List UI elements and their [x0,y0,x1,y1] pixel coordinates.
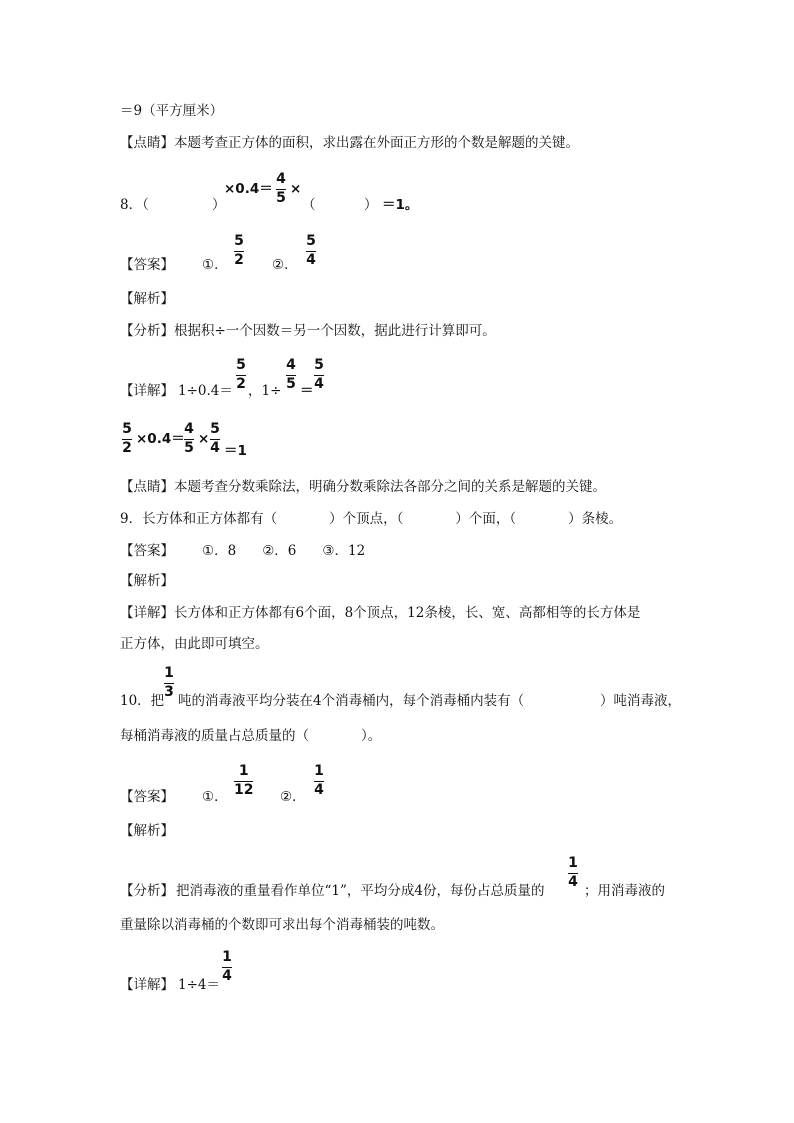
answer-mark-2: ②． [272,257,298,273]
fraction-num: 5 [236,357,246,373]
fenxi-text: 重量除以消毒桶的个数即可求出每个消毒桶装的吨数。 [120,917,444,933]
q10-part-c: ）吨消毒液， [600,693,681,709]
jiexi-10 [120,822,174,840]
answer-fraction-1 [234,234,244,268]
answer-mark-1: ①．8 [202,543,237,559]
dianjing-text: 本题考查正方体的面积，求出露在外面正方形的个数是解题的关键。 [174,135,579,151]
answer-mark-2: ②． [280,789,306,805]
fraction-num: 1 [164,665,174,681]
fraction-num: 4 [184,421,194,437]
xiangjie-tag: 【详解】 [120,605,174,621]
fraction-den: 2 [234,252,244,268]
xiangjie-text: 正方体，由此即可填空。 [120,636,269,652]
q8-tail: ＝1。 [382,197,419,213]
fenxi-text: 根据积÷一个因数＝另一个因数，据此进行计算即可。 [174,323,496,339]
dianjing-tag: 【点睛】 [120,479,174,495]
calc-fraction-2 [184,422,194,456]
q10-part-b: 吨的消毒液平均分装在4个消毒桶内，每个消毒桶内装有（ [178,693,525,709]
fenxi-text-1: 把消毒液的重量看作单位“1”，平均分成4份，每份占总质量的 [176,883,545,899]
fraction-den: 5 [184,440,194,456]
calc-fraction-3 [314,358,324,392]
calc-text-3: ＝1 [224,443,247,459]
dianjing-tag: 【点睛】 [120,135,174,151]
fraction-num: 1 [238,763,249,779]
fraction-den: 4 [568,874,578,890]
calc-text-1: ×0.4＝ [136,431,185,447]
xiangjie-9-line2 [120,635,269,653]
xiangjie-9-line1 [120,604,640,622]
q8-expr: ×0.4＝ [224,181,273,197]
q9-part-a: 9．长方体和正方体都有（ [120,511,278,527]
calc-text-2: × [198,431,210,447]
q8-blank2-close: ） [364,197,378,213]
calc-text: 1÷4＝ [178,977,220,993]
fraction-den: 2 [122,440,132,456]
q9-part-b: ）个顶点，（ [329,511,404,527]
q10-line2-b: ）。 [361,728,382,744]
dianjing-text: 本题考查分数乘除法，明确分数乘除法各部分之间的关系是解题的关键。 [174,479,606,495]
answer-tag: 【答案】 [120,543,174,559]
fraction-den: 5 [286,376,296,392]
q8-times: × [290,181,302,197]
fraction-num: 5 [122,421,132,437]
fraction-num: 5 [234,233,244,249]
answer-fraction-1 [234,764,253,798]
fraction-num: 1 [568,855,578,871]
fenxi-8 [120,322,496,340]
fenxi-tag: 【分析】 [120,323,174,339]
q9-part-c: ）个面，（ [455,511,517,527]
answer-tag: 【答案】 [120,257,174,273]
fraction-num: 5 [314,357,324,373]
fraction-num: 5 [210,421,220,437]
fraction-den: 4 [222,968,232,984]
q8-fraction [276,172,286,206]
calc-text-2: ，1÷ [248,383,282,399]
fenxi-tag: 【分析】 [120,883,174,899]
q8-blank-close: ） [212,197,226,213]
xiangjie-tag: 【详解】 [120,383,174,399]
calc-fraction-1 [236,358,246,392]
q9-part-d: ）条棱。 [568,511,623,527]
q8-fraction-num: 4 [276,171,286,187]
fenxi-fraction [568,856,578,890]
calc-fraction-2 [286,358,296,392]
fraction-den: 4 [210,440,220,456]
fraction-num: 1 [314,763,324,779]
answer-mark-3: ③．12 [322,543,366,559]
calc-fraction [222,950,232,984]
calc-fraction-1 [122,422,132,456]
dianjing-8 [120,478,606,496]
xiangjie-text: 长方体和正方体都有6个面，8个顶点，12条棱，长、宽、高都相等的长方体是 [174,605,641,621]
fraction-den: 4 [306,252,316,268]
calc-result: ＝9（平方厘米） [120,103,224,119]
jiexi-8 [120,290,174,308]
q10-fraction [164,666,174,700]
dianjing-7 [120,134,579,152]
fraction-num: 1 [222,949,232,965]
fraction-den: 12 [234,782,254,798]
xiangjie-tag: 【详解】 [120,977,174,993]
fenxi-text-2: ；用消毒液的 [584,883,665,899]
answer-mark-1: ①． [202,789,228,805]
answer-mark-1: ①． [202,257,228,273]
calc-fraction-3 [210,422,220,456]
answer-mark-2: ②．6 [262,543,297,559]
fraction-den: 3 [164,684,174,700]
answer-fraction-2 [314,764,324,798]
question-10-line2 [120,727,381,745]
jiexi-tag: 【解析】 [120,823,174,839]
q8-blank2-open: （ [302,197,316,213]
answer-9 [120,542,365,560]
fraction-den: 4 [314,376,324,392]
question-9 [120,510,622,528]
q8-fraction-den: 5 [276,190,286,206]
q10-part-a: 10．把 [120,693,165,709]
jiexi-9 [120,572,174,590]
answer-fraction-2 [306,234,316,268]
fraction-den: 4 [314,782,324,798]
q10-line2-a: 每桶消毒液的质量占总质量的（ [120,728,309,744]
jiexi-tag: 【解析】 [120,573,174,589]
calc-text-1: 1÷0.4＝ [178,383,233,399]
fenxi-10-line2 [120,916,444,934]
jiexi-tag: 【解析】 [120,291,174,307]
answer-tag: 【答案】 [120,789,174,805]
fraction-num: 5 [306,233,316,249]
fraction-num: 4 [286,357,296,373]
calc-result-line [120,102,223,120]
fraction-den: 2 [236,376,246,392]
calc-text-3: ＝ [300,383,314,399]
q8-number: 8．（ [120,197,149,213]
